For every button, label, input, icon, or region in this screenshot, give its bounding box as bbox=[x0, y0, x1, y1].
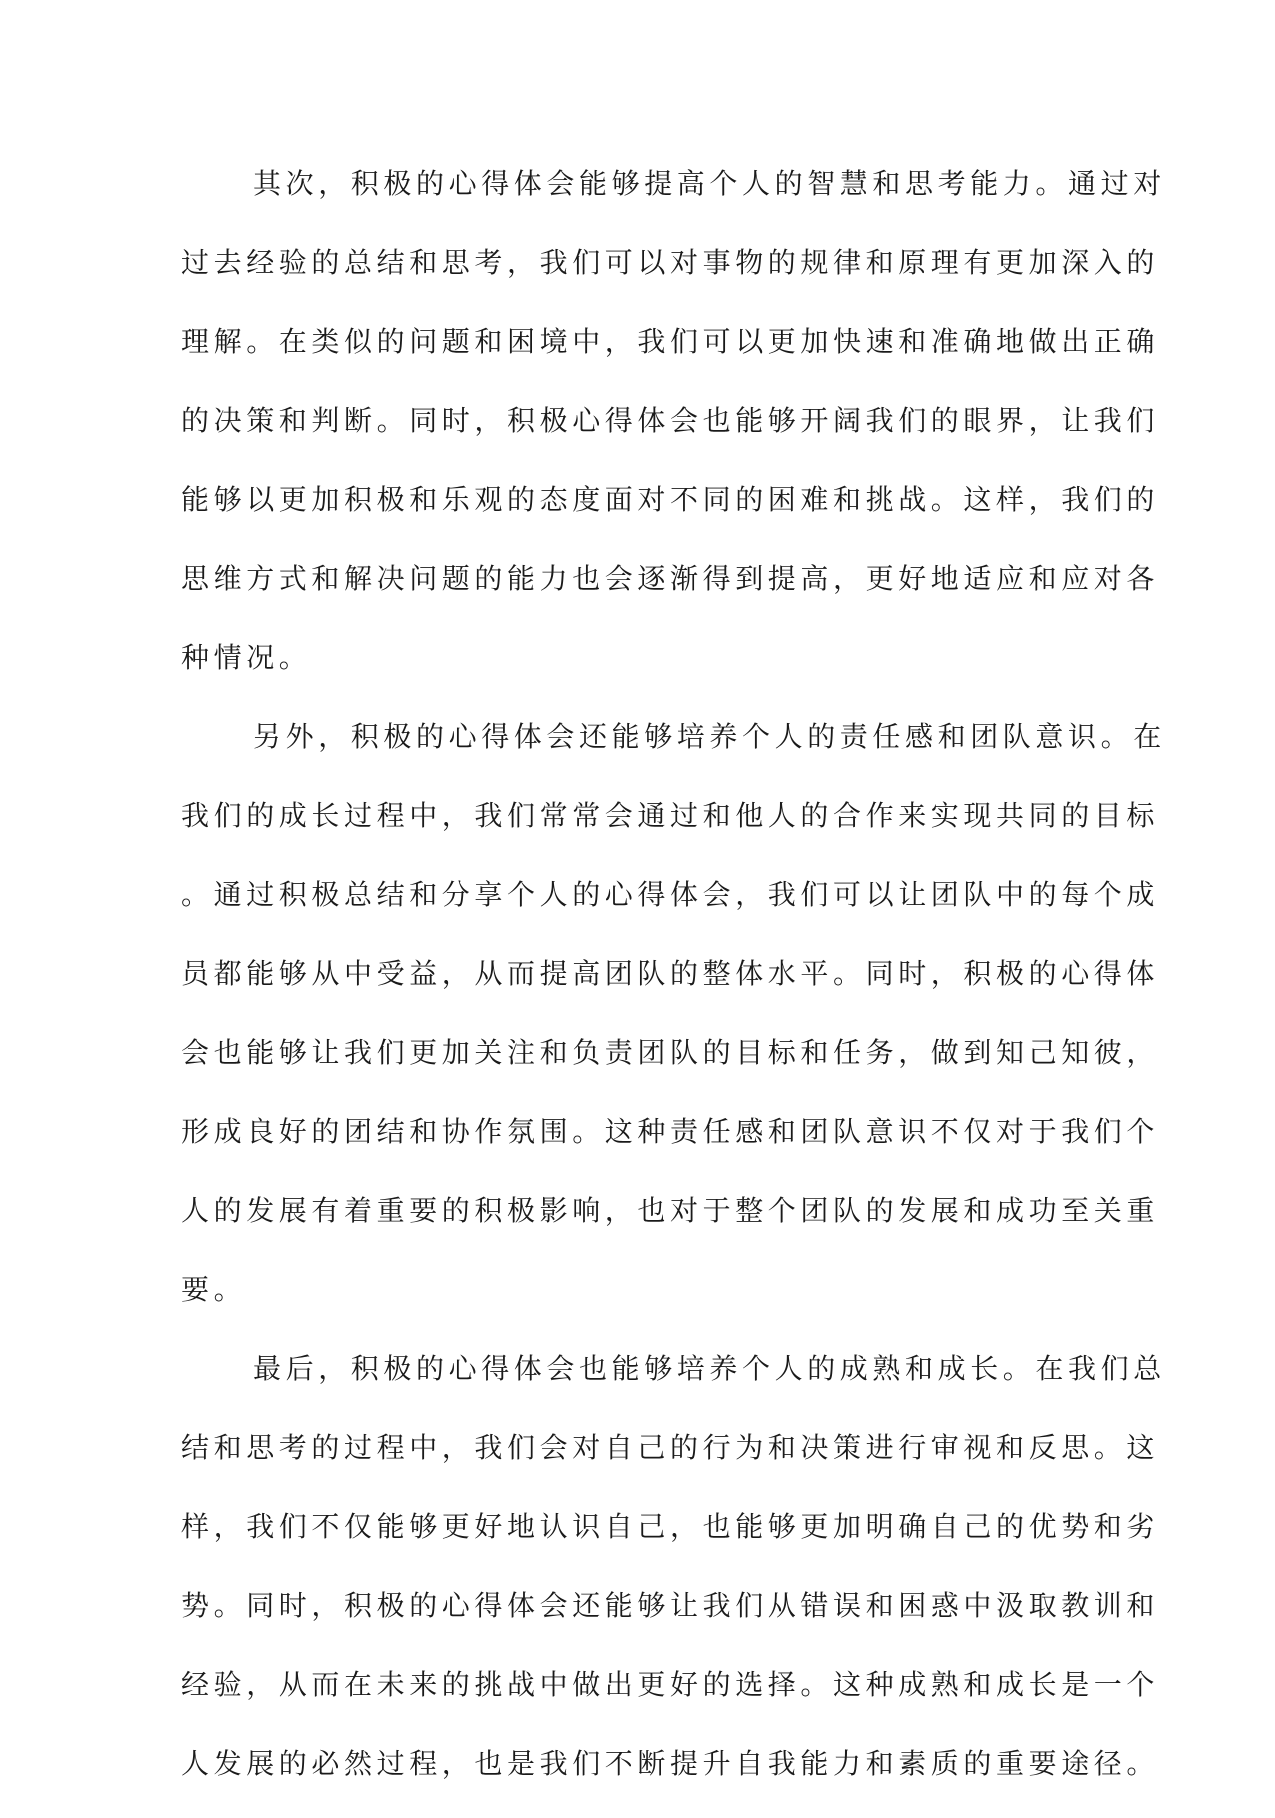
paragraph-line: 思维方式和解决问题的能力也会逐渐得到提高，更好地适应和应对各 bbox=[181, 562, 1160, 595]
paragraph bbox=[181, 1344, 1166, 1818]
paragraph-line: 。通过积极总结和分享个人的心得体会，我们可以让团队中的每个成 bbox=[181, 878, 1160, 911]
paragraph-line: 其次，积极的心得体会能够提高个人的智慧和思考能力。通过对 bbox=[253, 167, 1166, 200]
paragraph-line: 种情况。 bbox=[181, 641, 312, 674]
paragraph-line: 结和思考的过程中，我们会对自己的行为和决策进行审视和反思。这 bbox=[181, 1431, 1160, 1464]
paragraph-line: 过去经验的总结和思考，我们可以对事物的规律和原理有更加深入的 bbox=[181, 246, 1160, 279]
paragraph-line: 理解。在类似的问题和困境中，我们可以更加快速和准确地做出正确 bbox=[181, 325, 1160, 358]
paragraph-line: 样，我们不仅能够更好地认识自己，也能够更加明确自己的优势和劣 bbox=[181, 1510, 1160, 1543]
paragraph-line: 另外，积极的心得体会还能够培养个人的责任感和团队意识。在 bbox=[253, 720, 1166, 753]
paragraph-line: 员都能够从中受益，从而提高团队的整体水平。同时，积极的心得体 bbox=[181, 957, 1160, 990]
document-body bbox=[181, 159, 1166, 1818]
paragraph-line: 会也能够让我们更加关注和负责团队的目标和任务，做到知己知彼， bbox=[181, 1036, 1160, 1069]
paragraph-line: 势。同时，积极的心得体会还能够让我们从错误和困惑中汲取教训和 bbox=[181, 1589, 1160, 1622]
paragraph-line: 最后，积极的心得体会也能够培养个人的成熟和成长。在我们总 bbox=[253, 1352, 1166, 1385]
paragraph-line: 能够以更加积极和乐观的态度面对不同的困难和挑战。这样，我们的 bbox=[181, 483, 1160, 516]
paragraph-line: 人的发展有着重要的积极影响，也对于整个团队的发展和成功至关重 bbox=[181, 1194, 1160, 1227]
paragraph-line: 经验，从而在未来的挑战中做出更好的选择。这种成熟和成长是一个 bbox=[181, 1668, 1160, 1701]
paragraph-line: 形成良好的团结和协作氛围。这种责任感和团队意识不仅对于我们个 bbox=[181, 1115, 1160, 1148]
paragraph-line: 的决策和判断。同时，积极心得体会也能够开阔我们的眼界，让我们 bbox=[181, 404, 1160, 437]
paragraph-line: 人发展的必然过程，也是我们不断提升自我能力和素质的重要途径。 bbox=[181, 1747, 1160, 1780]
paragraph-line: 要。 bbox=[181, 1273, 247, 1306]
paragraph bbox=[181, 159, 1166, 712]
paragraph-line: 我们的成长过程中，我们常常会通过和他人的合作来实现共同的目标 bbox=[181, 799, 1160, 832]
paragraph bbox=[181, 712, 1166, 1344]
